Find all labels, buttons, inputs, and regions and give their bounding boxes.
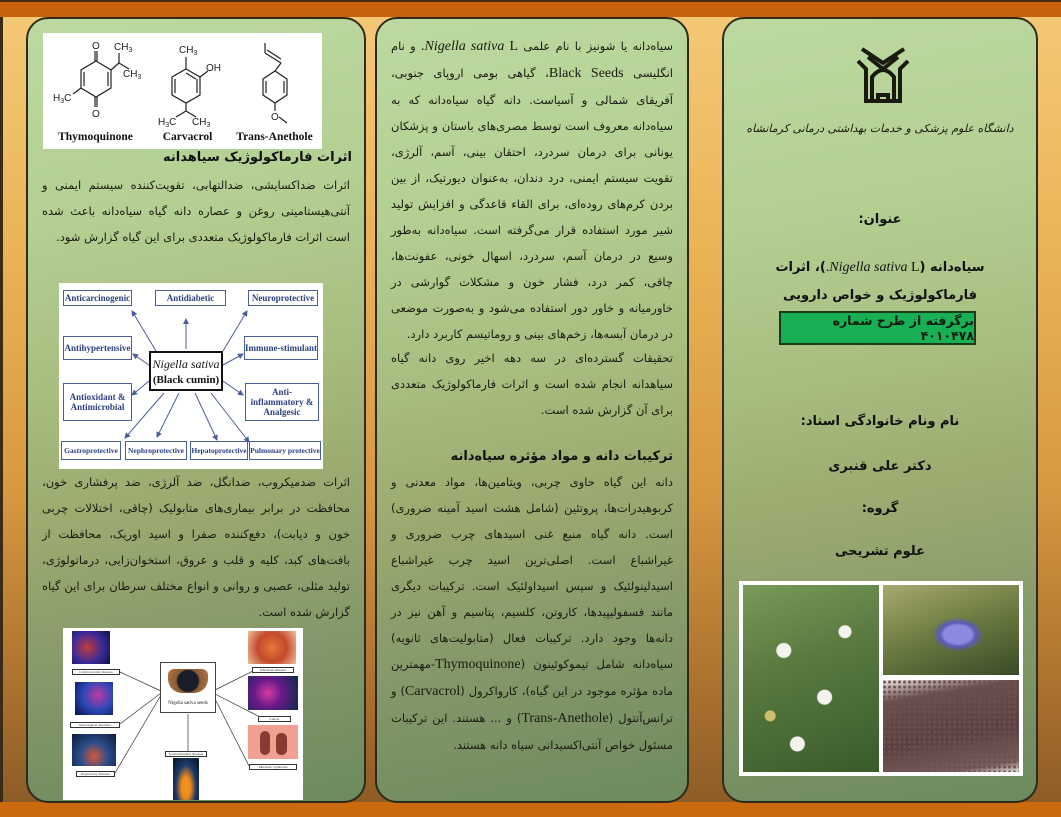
neurological-image: [75, 682, 113, 715]
svg-text:CH3: $CH_3$: [191, 117, 210, 129]
pharmacology-heading: اثرات فارماکولوژیک سیاهدانه: [163, 150, 352, 165]
svg-text:CH3: $CH_3$: [122, 69, 141, 81]
svg-text:CH3: $CH_3$: [113, 42, 132, 54]
cardiovascular-image: [72, 631, 110, 664]
diagram-box-nephroprotective: Nephroprotective: [125, 441, 187, 460]
label-infectious: Infectious diseases: [252, 667, 294, 673]
intro-paragraph-1: [391, 33, 673, 347]
diagram-box-anti-inflammatory: Anti-inflammatory & Analgesic: [245, 383, 319, 421]
seeds-bowl-image: [168, 669, 208, 693]
panel-pharmacology: [26, 17, 366, 803]
diagram-box-anticarcinogenic: Anticarcinogenic: [63, 290, 132, 306]
diagram-box-antihypertensive: Antihypertensive: [63, 336, 132, 360]
diagram-box-antidiabetic: Antidiabetic: [155, 290, 226, 306]
group-name: علوم تشریحی: [835, 544, 925, 559]
plant-photos: [739, 581, 1023, 776]
university-logo-icon: [852, 41, 914, 111]
left-edge: [0, 17, 3, 802]
diagram-center-name: Nigella sativa: [152, 357, 220, 371]
compounds-text-mid1: -مهمترین ماده مؤثره موجود در این گیاه)، کارواکرول (: [391, 657, 673, 698]
bottom-border-bar: [0, 802, 1061, 817]
cancer-image: [248, 676, 298, 710]
pharmacology-paragraph-2: اثرات ضدمیکروب، ضدانگل، ضد آلرژی، ضد پرفشاری خون، محافظت در برابر بیماری‌های متابولیک (چاقی، اختلالات چربی خون و دیابت)، دفع‌کننده صفرا و اسید اوریک، محافظت از بافت‌های کبد، کلیه و قلب و عروق، استخوان‌زایی، درماتولوژی، تولید مثلی، عصبی و روانی و انواع مختلف سرطان برای این گیاه گزارش شده است.: [42, 475, 350, 619]
blue-flower-photo: [883, 585, 1019, 675]
metabolic-image: [248, 725, 298, 759]
pharmacology-paragraph-1: اثرات ضداکسایشی، ضدالتهابی، تقویت‌کننده سیستم ایمنی و آنتی‌هیستامینی روغن و عصاره دانه گیاه سیاه‌دانه باعث شده است اثرات فارماکولوژیک متعددی برای این گیاه گزارش شود.: [42, 178, 350, 244]
label-cardiovascular: Cardiovascular diseases: [72, 669, 120, 675]
svg-text:OH: OH: [205, 63, 221, 74]
svg-text:CH3: $CH_3$: [178, 45, 197, 57]
top-border-bar: [0, 0, 1061, 17]
supervisor-label: نام ونام خانوادگی استاد:: [800, 414, 960, 429]
title-label: عنوان:: [858, 212, 902, 227]
chem-trans-anethole: [235, 39, 315, 143]
university-name: دانشگاه علوم پزشکی و خدمات بهداشتی درمانی کرمانشاه: [746, 122, 1014, 135]
thymoquinone-structure-icon: [51, 39, 141, 129]
compounds-paragraph: [391, 469, 673, 758]
diagram-center-common-name: (Black cumin): [152, 374, 220, 386]
intro-paragraph-2: تحقیقات گسترده‌ای در سه دهه اخیر روی دانه گیاه سیاهدانه انجام شده است و اثرات فارماکولوژیک متعددی برای آن گزارش شده است.: [391, 351, 673, 417]
trans-anethole-term: Trans-Anethole: [521, 711, 609, 726]
label-metabolic: Metabolic syndrome: [249, 764, 297, 770]
intro-text-start: سیاه‌دانه یا شونیز با نام علمی: [518, 39, 673, 53]
supervisor-name: دکتر علی قنبری: [828, 459, 932, 474]
seeds-label: Nigella sativa seeds: [168, 701, 208, 706]
compounds-text-start: دانه این گیاه حاوی چربی، ویتامین‌ها، مواد معدنی و کربوهیدرات‌ها، پروتئین (شامل هشت اسید آمینه ضروری) است. دانه گیاه منبع غنی اسیدهای چرب ضروری و غیراشباع است. اصلی‌ترین اسید چرب غیراشباع اسیدلینولئیک و سپس اسیداولئیک است. ترکیبات دیگری مانند فسفولیپیدها، کاروتن، کلسیم، پتاسیم و آهن نیز در دانه‌ها وجود دارد. ترکیبات فعال (متابولیت‌های ثانویه) سیاه‌دانه شامل تیموکوئینون (: [391, 475, 673, 671]
diagram-box-immune-stimulant: Immune-stimulant: [244, 336, 318, 360]
title-pre: سیاه‌دانه (: [919, 260, 985, 275]
intro-text-rest: ، گیاهی بومی اروپای جنوبی، آفریقای شمالی و آسیاست. دانه گیاه سیاه‌دانه که به سیاه‌دانه معروف است توسط مصری‌های باستان و پزشکان یونانی برای درمان سردرد، احتقان بینی، آسم، آلرژی، تقویت سیستم ایمنی، درد دندان، به‌عنوان دیورتیک، از بین بردن کرم‌های روده‌ای، برای القاء قاعدگی و افزایش تولید شیر مورد استفاده قرار می‌گرفته است. سیاه‌دانه به‌طور وسیع در درمان آسم، سردرد، اسهال خونی، عفونت‌ها، چاقی، کمر درد، فشار خون و مشکلات گوارشی در خاورمیانه و خاور دور استفاده می‌شود و به‌صورت موضعی در درمان آبسه‌ها، زخم‌های بینی و روماتیسم کاربرد دارد.: [391, 66, 673, 341]
svg-text:O: O: [91, 109, 100, 120]
svg-text:H3C: $H_3C$: [157, 117, 176, 129]
carvacrol-term: Carvacrol: [405, 684, 461, 699]
respiratory-image: [72, 734, 116, 766]
panel-cover: [722, 17, 1038, 803]
svg-text:O: O: [91, 41, 100, 52]
english-name: Black Seeds: [548, 66, 624, 81]
chem-carvacrol: [148, 39, 228, 143]
diagram-box-neuroprotective: Neuroprotective: [248, 290, 318, 306]
gastrointestinal-image: [173, 758, 199, 800]
compounds-text-rest: ) و ... هستند. این ترکیبات مسئول خواص آنتی‌اکسیدانی سیاه دانه هستند.: [391, 711, 673, 752]
label-neurological: Neurological disorders: [70, 722, 120, 728]
effects-diagram: [59, 283, 323, 469]
chem-label-thymoquinone: Thymoquinone: [58, 131, 133, 143]
label-cancer: Cancer: [258, 716, 291, 722]
svg-text:O: O: [270, 112, 279, 123]
chem-label-trans-anethole: Trans-Anethole: [236, 131, 313, 143]
diagram-box-antioxidant: Antioxidant & Antimicrobial: [63, 383, 132, 421]
diagram-box-gastroprotective: Gastroprotective: [61, 441, 121, 460]
project-number-text: برگرفته از طرح شماره ۴۰۱۰۴۷۸: [832, 313, 974, 343]
label-gastrointestinal: Gastrointestinal diseases: [165, 751, 207, 757]
title-post: )، اثرات فارماکولوژیک و خواص دارویی: [775, 260, 978, 303]
title-text: [724, 254, 1036, 310]
compounds-text-mid2: ) و ترانس‌آنتول (: [391, 684, 673, 725]
chemical-structures-figure: [43, 33, 322, 149]
project-number-badge: [779, 311, 976, 345]
infectious-image: [248, 631, 296, 664]
chem-thymoquinone: [51, 39, 141, 143]
intro-text-mid: و نام انگلیسی: [391, 39, 673, 80]
svg-text:H3C: $H_3C$: [52, 93, 71, 105]
compounds-heading: ترکیبات دانه و مواد مؤثره سیاه‌دانه: [450, 449, 673, 464]
title-author: L.: [825, 260, 920, 275]
diagram-box-hepatoprotective: Hepatoprotective: [190, 441, 248, 460]
diagram-center-nigella-sativa: [149, 351, 223, 391]
seeds-center-box: [160, 662, 216, 713]
seeds-photo: [883, 680, 1019, 772]
scientific-name: Nigella sativa: [424, 39, 505, 54]
panel-introduction: [375, 17, 689, 803]
diagram-box-pulmonary-protective: Pulmonary protective: [249, 441, 321, 460]
scientific-author: L.: [421, 39, 519, 54]
carvacrol-structure-icon: [148, 39, 228, 129]
thymoquinone-term: Thymoquinone: [435, 657, 521, 672]
group-label: گروه:: [861, 501, 899, 516]
title-scientific-name: Nigella sativa: [829, 260, 908, 275]
label-respiratory: Respiratory diseases: [76, 771, 115, 777]
disease-figure: [63, 628, 303, 800]
chem-label-carvacrol: Carvacrol: [162, 131, 213, 143]
trans-anethole-structure-icon: [235, 39, 315, 129]
white-flower-photo: [743, 585, 879, 772]
